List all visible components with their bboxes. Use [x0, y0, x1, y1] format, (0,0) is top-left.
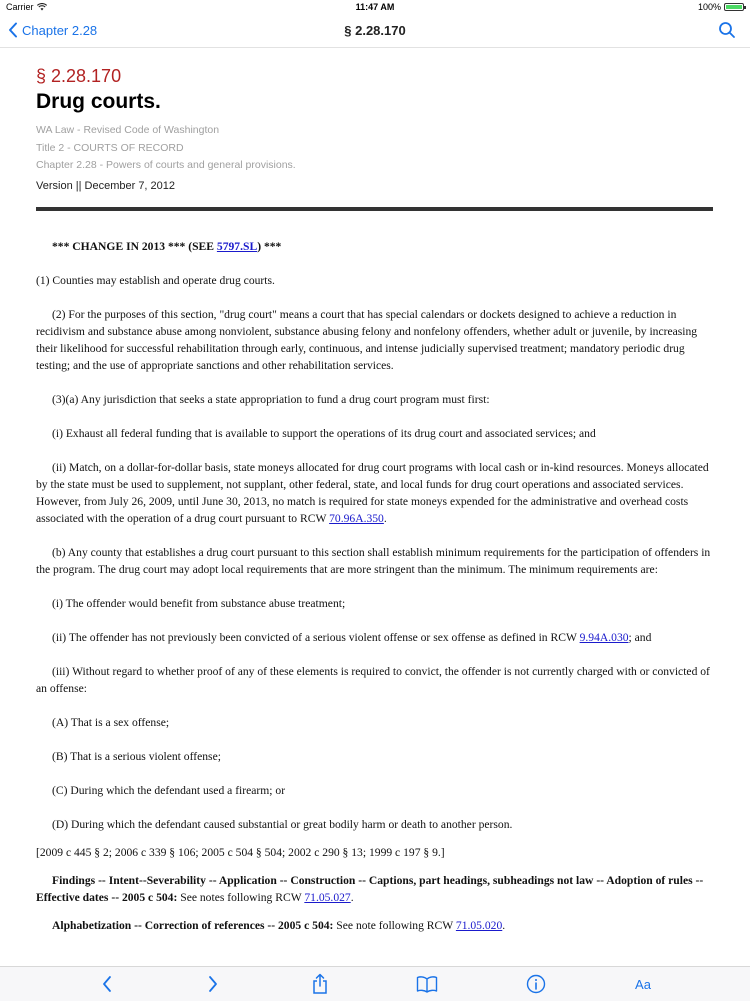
- nav-title: § 2.28.170: [344, 23, 406, 38]
- paragraph-7: (i) The offender would benefit from substance abuse treatment;: [52, 597, 346, 610]
- version-label: Version || December 7, 2012: [36, 180, 176, 192]
- meta-title: Title 2 - COURTS OF RECORD: [36, 142, 184, 154]
- info-icon[interactable]: [525, 973, 547, 995]
- rcw-link-71-05-020[interactable]: 71.05.020: [455, 919, 503, 932]
- navigation-bar: [0, 15, 750, 48]
- note-findings-text: See notes following RCW: [177, 891, 305, 904]
- paragraph-13: (D) During which the defendant caused substantial or great bodily harm or death to another person.: [52, 818, 513, 831]
- paragraph-1: (1) Counties may establish and operate drug courts.: [36, 274, 275, 287]
- paragraph-12: (C) During which the defendant used a firearm; or: [52, 784, 286, 797]
- header-divider: [36, 207, 713, 211]
- bottom-toolbar: [0, 966, 750, 1001]
- paragraph-8-text: (ii) The offender has not previously been convicted of a serious violent offense or sex offense as defined in RCW: [52, 631, 580, 644]
- status-bar: [0, 0, 750, 15]
- paragraph-2: (2) For the purposes of this section, "drug court" means a court that has special calendars or dockets designed to achieve a reduction in recidivism and substance abuse among nonviolent, substance abusing felony and nonfelony offenders, whether adult or juvenile, by increasing their likelihood for successful rehabilitation through early, continuous, and intense judicially supervised treatment; mandatory periodic drug testing; and the use of appropriate sanctions and other rehabilitation services.: [36, 308, 698, 372]
- forward-icon[interactable]: [202, 973, 224, 995]
- paragraph-5: [36, 459, 714, 527]
- note-alphabetization-end: .: [502, 919, 506, 932]
- section-number: § 2.28.170: [36, 66, 122, 86]
- paragraph-10: (A) That is a sex offense;: [52, 716, 170, 729]
- text-size-button[interactable]: Aa: [635, 976, 651, 992]
- paragraph-9: (iii) Without regard to whether proof of any of these elements is required to convict, the offender is not currently charged with or convicted of an offense:: [36, 665, 710, 695]
- meta-chapter: Chapter 2.28 - Powers of courts and general provisions.: [36, 159, 296, 171]
- paragraph-11: (B) That is a serious violent offense;: [52, 750, 221, 763]
- battery-icon: [724, 3, 744, 11]
- note-findings: [36, 872, 714, 906]
- note-findings-heading: Findings -- Intent--Severability -- Application -- Construction -- Captions, part headings, subheadings not law -- Adoption of rules -- Effective dates -- 2005 c 504:: [36, 874, 704, 904]
- note-alphabetization-heading: Alphabetization -- Correction of references -- 2005 c 504:: [52, 919, 334, 932]
- note-findings-end: .: [350, 891, 354, 904]
- carrier-label: Carrier: [6, 2, 34, 12]
- paragraph-4: (i) Exhaust all federal funding that is available to support the operations of its drug court and associated services; and: [52, 427, 596, 440]
- meta-code: WA Law - Revised Code of Washington: [36, 124, 220, 136]
- status-time: 11:47 AM: [355, 2, 395, 12]
- rcw-link-70-96a-350[interactable]: 70.96A.350: [329, 512, 384, 525]
- book-icon[interactable]: [416, 973, 438, 995]
- rcw-link-9-94a-030[interactable]: 9.94A.030: [579, 631, 629, 644]
- statute-body: [36, 238, 714, 951]
- page-title: Drug courts.: [36, 90, 161, 113]
- battery-percent: 100%: [697, 2, 721, 12]
- paragraph-3: (3)(a) Any jurisdiction that seeks a state appropriation to fund a drug court program must first:: [52, 393, 490, 406]
- paragraph-6: (b) Any county that establishes a drug court pursuant to this section shall establish minimum requirements for the participation of offenders in the program. The drug court may adopt local requirements that are more stringent than the minimum. The minimum requirements are:: [36, 546, 711, 576]
- search-icon[interactable]: [718, 21, 736, 39]
- back-icon[interactable]: [96, 973, 118, 995]
- paragraph-8: [36, 629, 714, 646]
- share-icon[interactable]: [309, 973, 331, 995]
- back-button-label: Chapter 2.28: [22, 22, 98, 38]
- paragraph-5-text: (ii) Match, on a dollar-for-dollar basis, state moneys allocated for drug court programs with local cash or in-kind resources. Moneys allocated by the state must be used to supplement, not supplant, other federal, state, and local funds for drug court operations and associated services. However, from July 26, 2009, until June 30, 2013, no match is required for state moneys expended for the administrative and overhead costs associated with the operation of a drug court pursuant to RCW: [36, 461, 709, 525]
- paragraph-5-end: .: [383, 512, 387, 525]
- change-notice: [36, 238, 714, 255]
- note-alphabetization: [36, 917, 714, 934]
- note-alphabetization-text: See note following RCW: [333, 919, 456, 932]
- battery-fill: [726, 5, 742, 9]
- change-prefix: *** CHANGE IN 2013 *** (SEE: [52, 240, 217, 253]
- battery-group: [698, 2, 744, 12]
- rcw-link-71-05-027[interactable]: 71.05.027: [304, 891, 351, 904]
- history-citation: [2009 c 445 § 2; 2006 c 339 § 106; 2005 c 504 § 504; 2002 c 290 § 13; 1999 c 197 § 9.]: [36, 846, 445, 859]
- change-link[interactable]: 5797.SL: [216, 240, 258, 253]
- change-suffix: ) ***: [257, 240, 282, 253]
- paragraph-8-end: ; and: [628, 631, 652, 644]
